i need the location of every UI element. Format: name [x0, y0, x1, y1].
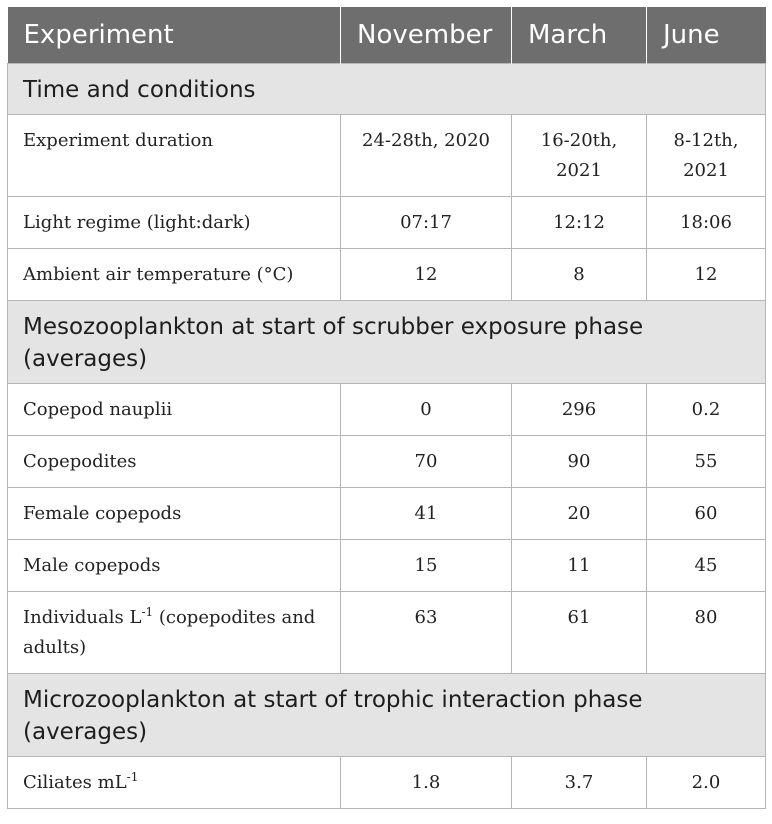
cell-november: 63 [341, 592, 512, 674]
cell-march: 3.7 [512, 757, 647, 809]
table-row [8, 757, 766, 809]
section-row [8, 674, 766, 757]
table-row [8, 115, 766, 197]
section-mesozooplankton: Mesozooplankton at start of scrubber exposure phase (averages) [8, 301, 766, 384]
row-label: Copepod nauplii [8, 384, 341, 436]
cell-november: 0 [341, 384, 512, 436]
header-march: March [512, 7, 647, 64]
cell-november: 1.8 [341, 757, 512, 809]
row-label: Experiment duration [8, 115, 341, 197]
row-label: Male copepods [8, 540, 341, 592]
cell-november: 07:17 [341, 197, 512, 249]
cell-november: 15 [341, 540, 512, 592]
label-superscript: -1 [141, 605, 154, 619]
cell-june: 2.0 [647, 757, 766, 809]
cell-march: 20 [512, 488, 647, 540]
header-june: June [647, 7, 766, 64]
table-row [8, 249, 766, 301]
cell-november: 24-28th, 2020 [341, 115, 512, 197]
row-label [8, 592, 341, 674]
cell-june: 80 [647, 592, 766, 674]
table-row [8, 384, 766, 436]
cell-june: 18:06 [647, 197, 766, 249]
cell-june: 45 [647, 540, 766, 592]
cell-march: 61 [512, 592, 647, 674]
table-row [8, 197, 766, 249]
cell-june: 8-12th, 2021 [647, 115, 766, 197]
cell-november: 12 [341, 249, 512, 301]
row-label: Female copepods [8, 488, 341, 540]
row-label: Ambient air temperature (°C) [8, 249, 341, 301]
section-row [8, 301, 766, 384]
cell-march: 12:12 [512, 197, 647, 249]
cell-june: 12 [647, 249, 766, 301]
row-label: Light regime (light:dark) [8, 197, 341, 249]
cell-march: 90 [512, 436, 647, 488]
cell-june: 0.2 [647, 384, 766, 436]
label-text: Ciliates mL [23, 772, 127, 793]
table-row [8, 436, 766, 488]
table-row [8, 488, 766, 540]
cell-november: 41 [341, 488, 512, 540]
table-row [8, 592, 766, 674]
cell-march: 296 [512, 384, 647, 436]
cell-march: 8 [512, 249, 647, 301]
header-row [8, 7, 766, 64]
experiment-table [7, 7, 766, 809]
label-superscript: -1 [126, 770, 139, 784]
table-row [8, 540, 766, 592]
cell-june: 55 [647, 436, 766, 488]
cell-june: 60 [647, 488, 766, 540]
row-label [8, 757, 341, 809]
cell-march: 11 [512, 540, 647, 592]
section-microzooplankton: Microzooplankton at start of trophic interaction phase (averages) [8, 674, 766, 757]
section-time: Time and conditions [8, 64, 766, 115]
cell-march: 16-20th, 2021 [512, 115, 647, 197]
cell-november: 70 [341, 436, 512, 488]
header-experiment: Experiment [8, 7, 341, 64]
label-text: Individuals L [23, 607, 142, 628]
label-text: (copepodites and adults) [23, 607, 316, 658]
header-november: November [341, 7, 512, 64]
section-row [8, 64, 766, 115]
row-label: Copepodites [8, 436, 341, 488]
